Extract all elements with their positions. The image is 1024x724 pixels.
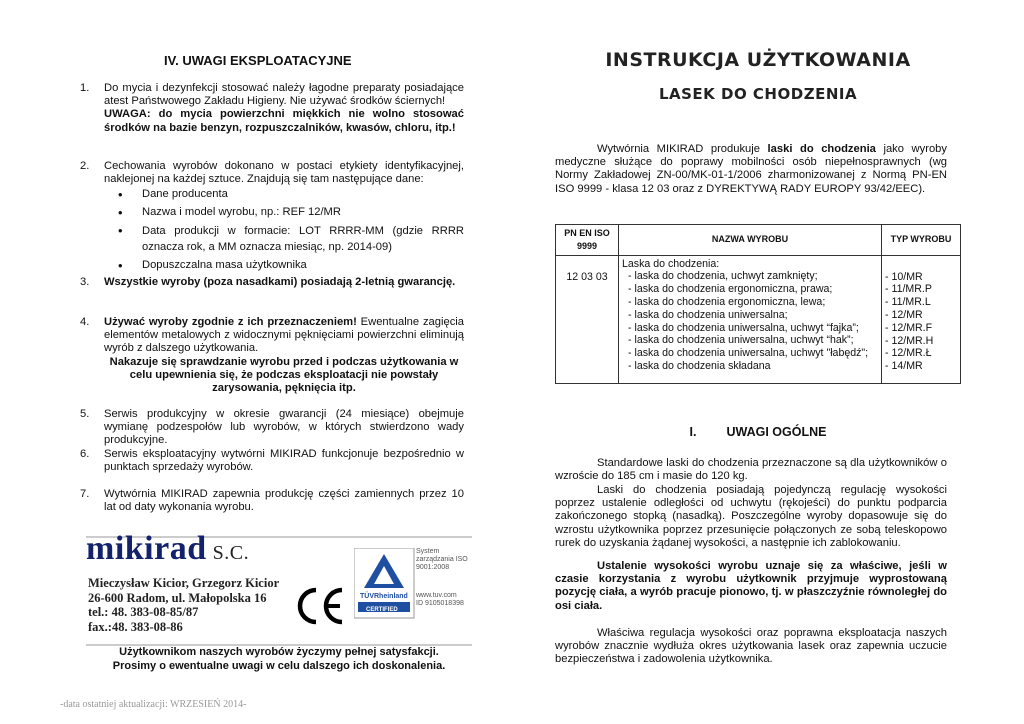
thanks-line: Prosimy o ewentualne uwagi w celu dalszego ich doskonalenia. — [112, 660, 446, 672]
product-name: - laska do chodzenia ergonomiczna, prawa; — [628, 283, 833, 296]
intro-text: jako wyroby medyczne służące do poprawy mobilności osób niepełnosprawnych (wg Normy Zakładowej ZN-00/MK-01-1/2006 zharmonizowanej z Normą PN-EN ISO 9999 - klasa 12 03 oraz z DYREKTYWĄ RADY EUROPY 93/42/EEC). — [555, 143, 947, 195]
page-subtitle: LASEK DO CHODZENIA — [658, 85, 858, 103]
product-name: - laska do chodzenia uniwersalna, uchwyt "łabędź"; — [628, 347, 869, 360]
thanks-note — [86, 645, 472, 673]
paragraph-text: Ustalenie wysokości wyrobu uznaje się za właściwe, jeśli w czasie korzystania z wyrobu użytkownik przyjmuje wyprostowaną pozycję ciała, a wyrób pracuje pionowo, tj. w płaszczyźnie równoległej do osi ciała. — [555, 560, 947, 612]
item-number: 2. — [80, 160, 90, 172]
list-bullet: • Dopuszczalna masa użytkownika — [118, 259, 464, 272]
product-name: - laska do chodzenia uniwersalna, uchwyt “hak”; — [628, 334, 854, 347]
item-text: Serwis produkcyjny w okresie gwarancji (24 miesiące) obejmuje wymianę podzespołów lub wyrobów, w których stwierdzono wady produkcyjne. — [104, 408, 464, 447]
list-item-4 — [80, 316, 464, 395]
product-table — [555, 224, 961, 384]
item-text: Wszystkie wyroby (poza nasadkami) posiadają 2-letnią gwarancję. — [104, 276, 456, 288]
list-item-7 — [80, 488, 464, 514]
col-header-name: NAZWA WYROBU — [619, 225, 882, 256]
list-bullet: • Nazwa i model wyrobu, np.: REF 12/MR — [118, 206, 464, 219]
product-name: - laska do chodzenia uniwersalna, uchwyt “fajka”; — [628, 321, 859, 334]
right-page — [555, 0, 961, 724]
section-title-iv: IV. UWAGI EKSPLOATACYJNE — [164, 53, 352, 68]
thanks-line: Użytkownikom naszych wyrobów życzymy pełnej satysfakcji. — [119, 646, 439, 658]
list-bullet: • Data produkcji w formacie: LOT RRRR-MM (gdzie RRRR oznacza rok, a MM oznacza miesiąc, np. 2014-09) — [118, 223, 464, 255]
tuv-cert-label: CERTIFIED — [366, 607, 398, 613]
table-row — [556, 255, 961, 383]
product-name: - laska do chodzenia składana — [628, 359, 771, 372]
tuv-brand: TÜVRheinland — [360, 593, 408, 600]
product-type: - 10/MR — [885, 270, 923, 283]
paragraph-text: Standardowe laski do chodzenia przeznaczone są dla użytkowników o wzroście do 185 cm i masie do 120 kg. — [555, 457, 947, 483]
product-type: - 12/MR.F — [885, 321, 933, 334]
product-type: - 11/MR.P — [885, 283, 932, 296]
intro-paragraph — [555, 143, 947, 196]
group-label: Laska do chodzenia: — [622, 257, 720, 270]
company-address — [88, 576, 279, 634]
iso-code-cell: 12 03 03 — [556, 255, 619, 383]
intro-text: Wytwórnia MIKIRAD produkuje — [597, 143, 768, 155]
paragraph-text: Właściwa regulacja wysokości oraz poprawna eksploatacja naszych wyrobów znacznie wydłuża okres użytkowania lasek oraz zapewnia uczucie bezpieczeństwa i zadowolenia użytkownika. — [555, 627, 947, 666]
system-text: System zarządzania ISO 9001:2008 — [416, 548, 468, 571]
street-address: 26-600 Radom, ul. Małopolska 16 — [88, 590, 267, 605]
logo-suffix: S.C. — [212, 542, 250, 564]
tuv-url: www.tuv.com — [416, 592, 457, 599]
product-type: - 12/MR — [885, 308, 923, 321]
name-cell — [619, 255, 882, 383]
certification-text — [416, 548, 472, 608]
ce-mark-icon — [292, 586, 348, 626]
item-number: 4. — [80, 316, 90, 328]
intro-highlight: laski do chodzenia — [767, 143, 876, 155]
list-item-1 — [80, 82, 464, 135]
telephone: tel.: 48. 383-08-85/87 — [88, 605, 199, 619]
item-text: Do mycia i dezynfekcji stosować należy łagodne preparaty posiadające atest Państwowego Zakładu Higieny. Nie używać środków ściernych! — [104, 82, 464, 108]
product-type: - 14/MR — [885, 360, 923, 373]
logo-text: mikirad — [86, 530, 207, 567]
owners: Mieczysław Kicior, Grzegorz Kicior — [88, 576, 280, 590]
product-name: - laska do chodzenia, uchwyt zamknięty; — [628, 270, 818, 283]
item-text: Cechowania wyrobów dokonano w postaci etykiety identyfikacyjnej, naklejonej na każdej sztuce. Znajdują się tam następujące dane: — [104, 160, 464, 186]
page-title: INSTRUKCJA UŻYTKOWANIA — [605, 49, 911, 71]
item-text: Wytwórnia MIKIRAD zapewnia produkcję części zamiennych przez 10 lat od daty wykonania wyrobu. — [104, 488, 464, 514]
col-header-type: TYP WYROBU — [882, 225, 961, 256]
product-type: - 11/MR.L — [885, 296, 931, 309]
section-number: I. — [689, 425, 697, 439]
item-number: 1. — [80, 82, 90, 94]
col-header-iso: PN EN ISO 9999 — [556, 225, 619, 256]
product-name: - laska do chodzenia uniwersalna; — [628, 308, 788, 321]
item-text: Ewentualne zagięcia elementów metalowych z widocznymi pęknięciami powierzchni eliminują wyrób z dalszego użytkowania. — [104, 316, 464, 355]
product-name: - laska do chodzenia ergonomiczna, lewa; — [628, 295, 826, 308]
list-item-2 — [80, 160, 464, 276]
paragraph-4 — [555, 627, 947, 667]
list-item-6 — [80, 448, 464, 474]
mikirad-logo — [86, 530, 250, 567]
item-number: 3. — [80, 276, 90, 288]
item-text: Serwis eksploatacyjny wytwórni MIKIRAD funkcjonuje bezpośrednio w punktach sprzedaży wyrobów. — [104, 448, 464, 474]
list-item-5 — [80, 408, 464, 448]
tuv-id: ID 9105018398 — [416, 600, 464, 607]
item-warning: Nakazuje się sprawdzanie wyrobu przed i podczas użytkowania w celu upewnienia się, że podczas eksploatacji nie powstały zarysowania, pęknięcia itp. — [109, 355, 459, 395]
paragraph-3 — [555, 560, 947, 613]
item-number: 5. — [80, 408, 90, 420]
item-number: 6. — [80, 448, 90, 460]
label-data-list — [104, 188, 464, 272]
section-title: UWAGI OGÓLNE — [726, 425, 827, 439]
paragraph-2 — [555, 484, 947, 550]
update-footer: -data ostatniej aktualizacji: WRZESIEŃ 2014- — [60, 699, 247, 710]
list-bullet: • Dane producenta — [118, 188, 464, 201]
section-heading-i — [555, 426, 961, 439]
list-item-3 — [80, 276, 464, 289]
fax: fax.:48. 383-08-86 — [88, 619, 183, 634]
paragraph-1 — [555, 457, 947, 483]
item-warning: UWAGA: do mycia powierzchni miękkich nie wolno stosować środków na bazie benzyn, rozpuszczalników, kwasów, chloru, itp.! — [104, 108, 464, 134]
item-number: 7. — [80, 488, 90, 500]
type-cell — [882, 255, 961, 383]
company-banner — [86, 530, 472, 646]
paragraph-text: Laski do chodzenia posiadają pojedynczą regulację wysokości poprzez ustalenie odległości od uchwytu (rękojeści) do punktu podparcia zakończonego stopką (nasadką). Poszczególne wyroby dopasowuje się do wzrostu użytkownika poprzez przesunięcie połączonych ze sobą teleskopowo rurek do uzyskania żądanej wysokości, a następnie ich zablokowaniu. — [555, 484, 947, 549]
product-type: - 12/MR.H — [885, 334, 934, 347]
item-heading: Używać wyroby zgodnie z ich przeznaczeniem! — [104, 316, 357, 328]
product-type: - 12/MR.Ł — [885, 347, 932, 360]
